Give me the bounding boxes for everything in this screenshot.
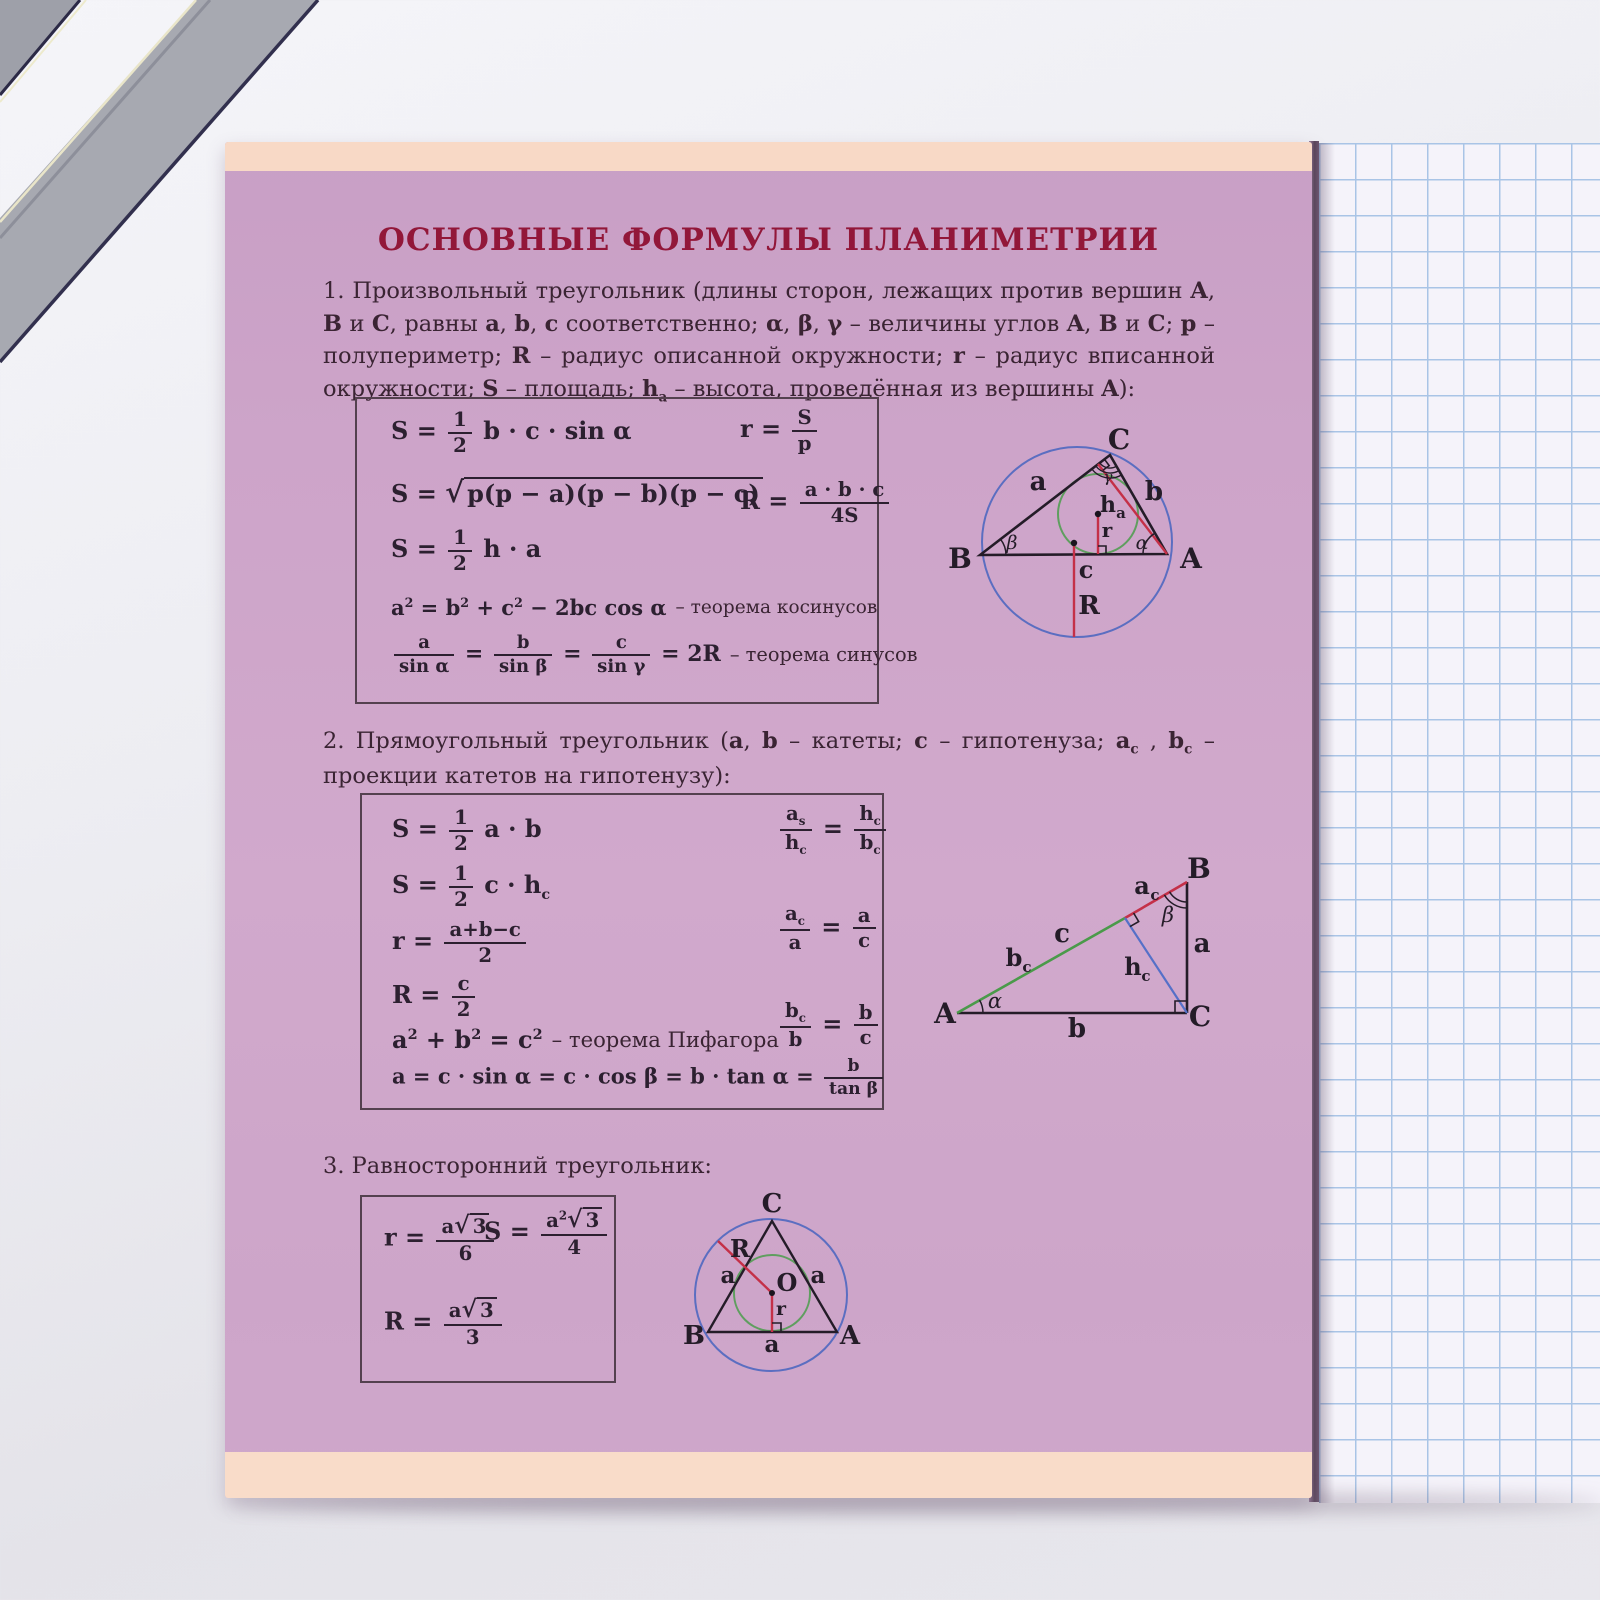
inradius-label: r <box>1101 518 1113 542</box>
side-label-b: b <box>1067 1014 1087 1044</box>
equilateral-triangle-diagram <box>653 1158 888 1398</box>
formula-row <box>391 409 632 456</box>
formula-row <box>391 527 541 574</box>
vertex-label-A: A <box>934 997 956 1030</box>
right-triangle-diagram <box>875 832 1215 1052</box>
formula-area-height: S = $\frac{1}{2}$ h · a <box>391 526 542 575</box>
formula-box-right-triangle <box>360 793 884 1110</box>
inradius-label: r <box>775 1298 787 1320</box>
circumradius-label: R <box>730 1234 750 1263</box>
formula-row <box>391 633 918 677</box>
circumcenter-dot <box>1071 540 1077 546</box>
formula-row <box>392 919 529 966</box>
center-dot <box>769 1290 775 1296</box>
formula-area-hyp-height: S = $\frac{1}{2}$ $c \cdot h_c$ <box>392 862 551 911</box>
formula-row <box>392 1025 779 1054</box>
formula-row <box>391 475 763 509</box>
vertex-label-A: A <box>839 1321 861 1351</box>
circumradius-label: R <box>1078 591 1100 621</box>
formula-row <box>392 1057 886 1099</box>
vertex-label-C: C <box>761 1189 783 1219</box>
projection-label-bc-sub: c <box>1022 958 1032 976</box>
formula-row <box>392 863 550 910</box>
formula-box-equilateral <box>360 1195 616 1383</box>
angle-arc-beta <box>1170 892 1187 902</box>
side-label-a-right: a <box>810 1262 826 1289</box>
formula-inradius: r = $\frac{S}{p}$ <box>740 407 820 454</box>
vertex-label-C: C <box>1188 1000 1212 1033</box>
center-label-O: O <box>776 1268 798 1297</box>
altitude-label-h-sub: a <box>1116 504 1126 522</box>
side-label-a-bottom: a <box>764 1331 780 1358</box>
formula-row <box>777 903 879 954</box>
side-label-a: a <box>1029 467 1047 497</box>
vertex-label-A: A <box>1180 542 1202 575</box>
formula-row <box>391 595 877 620</box>
formula-inradius-eq: r = $\frac{a√ 3}{6}$ <box>384 1213 497 1265</box>
formula-heron: S = √ p(p − a)(p − b)(p − c) <box>391 475 763 509</box>
notebook-cover <box>225 142 1312 1498</box>
formula-circumradius-right: R = $\frac{c}{2}$ <box>392 973 478 1020</box>
formula-proportion-3: $\frac{b_c}{b}$ = $\frac{b}{c}$ <box>777 1000 881 1051</box>
side-label-a-left: a <box>720 1262 736 1289</box>
formula-area-sin: S = $\frac{1}{2}$ b · c · sin α <box>391 408 632 457</box>
cover-bottom-band <box>225 1452 1312 1498</box>
projection-label-ac-sub: c <box>1150 886 1160 904</box>
formula-row <box>384 1213 497 1265</box>
formula-row <box>384 1297 505 1349</box>
angle-label-alpha: α <box>1135 532 1149 554</box>
projection-label-ac: a <box>1134 871 1150 900</box>
formula-pythagoras: $a^2 + b^2 = c^2$ <box>392 1025 543 1054</box>
formula-row <box>740 479 892 526</box>
formula-box-arbitrary-triangle <box>355 397 918 704</box>
section1-intro: 1. Произвольный треугольник (длины сторон, лежащих против вершин A, B и C, равны a, b, c соответственно; α, β, γ – величины углов A, B и C; p – полупериметр; R – радиус описанной окружности; r – радиус вписанной окружности; S – площадь; $h_a$ – высота, проведённая из вершины A): <box>323 278 1215 406</box>
formula-row <box>392 807 542 854</box>
vertex-label-C: C <box>1107 423 1131 456</box>
formula-area-eq: S = $\frac{a^2√ 3}{4}$ <box>484 1207 610 1259</box>
side-label-b: b <box>1144 477 1164 507</box>
side-label-c: c <box>1078 555 1094 584</box>
vertex-label-B: B <box>948 542 972 575</box>
formula-row <box>777 803 889 857</box>
formula-inradius-right: r = $\frac{a+b-c}{2}$ <box>392 919 529 966</box>
formula-cosine-law: $a^2 = b^2 + c^2 - 2bc$ cos α <box>391 595 667 620</box>
formula-proportion-2: $\frac{a_c}{a}$ = $\frac{a}{c}$ <box>777 903 879 954</box>
section2-intro: 2. Прямоугольный треугольник (a, b – катеты; c – гипотенуза; $a_c$ , $b_c$ – проекции катетов на гипотенузу): <box>323 728 1215 790</box>
formula-row <box>777 1000 881 1051</box>
side-label-c: c <box>1054 919 1070 949</box>
formula-trig-relations: a = c · sin α = c · cos β = b · tan α = $\frac{b}{\text{tan β}}$ <box>392 1057 886 1099</box>
formula-note: – теорема косинусов <box>675 597 878 618</box>
formula-note: – теорема синусов <box>729 643 918 667</box>
projection-label-bc: b <box>1005 943 1023 972</box>
formula-circumradius: R = $\frac{a \cdot b \cdot c}{4S}$ <box>740 479 892 526</box>
formula-area-legs: S = $\frac{1}{2}$ a · b <box>392 806 542 855</box>
hypotenuse-bc-segment <box>957 918 1125 1013</box>
angle-label-beta: β <box>1006 532 1018 554</box>
side-label-a: a <box>1193 929 1211 959</box>
formula-note: – теорема Пифагора <box>551 1027 779 1052</box>
vertex-label-B: B <box>1187 852 1211 885</box>
altitude-label-hc: h <box>1124 952 1142 981</box>
section3-intro: 3. Равносторонний треугольник: <box>323 1153 712 1179</box>
angle-label-beta: β <box>1161 903 1175 927</box>
page-title: ОСНОВНЫЕ ФОРМУЛЫ ПЛАНИМЕТРИИ <box>377 222 1160 258</box>
angle-label-alpha: α <box>987 989 1003 1013</box>
angle-arc-beta <box>1001 539 1007 555</box>
triangle-diagram-circles <box>880 392 1220 682</box>
angle-label-gamma: γ <box>1103 468 1113 486</box>
formula-sine-law: $\frac{a}{\text{sin α}}$ = $\frac{b}{\text{sin β}}$ = $\frac{c}{\text{sin γ}}$ = 2R <box>391 633 721 677</box>
squared-paper-page <box>1319 143 1600 1503</box>
formula-row <box>740 407 820 454</box>
formula-proportion-1: $\frac{a_s}{h_c}$ = $\frac{h_c}{b_c}$ <box>777 803 889 857</box>
formula-row <box>392 973 478 1020</box>
formula-row <box>484 1207 610 1259</box>
vertex-label-B: B <box>683 1321 705 1351</box>
altitude-label-h: h <box>1100 492 1116 518</box>
angle-arc-alpha <box>980 1000 983 1013</box>
formula-circumradius-eq: R = $\frac{a√ 3}{3}$ <box>384 1297 505 1349</box>
cover-top-band <box>225 142 1312 171</box>
altitude-label-hc-sub: c <box>1141 967 1151 985</box>
